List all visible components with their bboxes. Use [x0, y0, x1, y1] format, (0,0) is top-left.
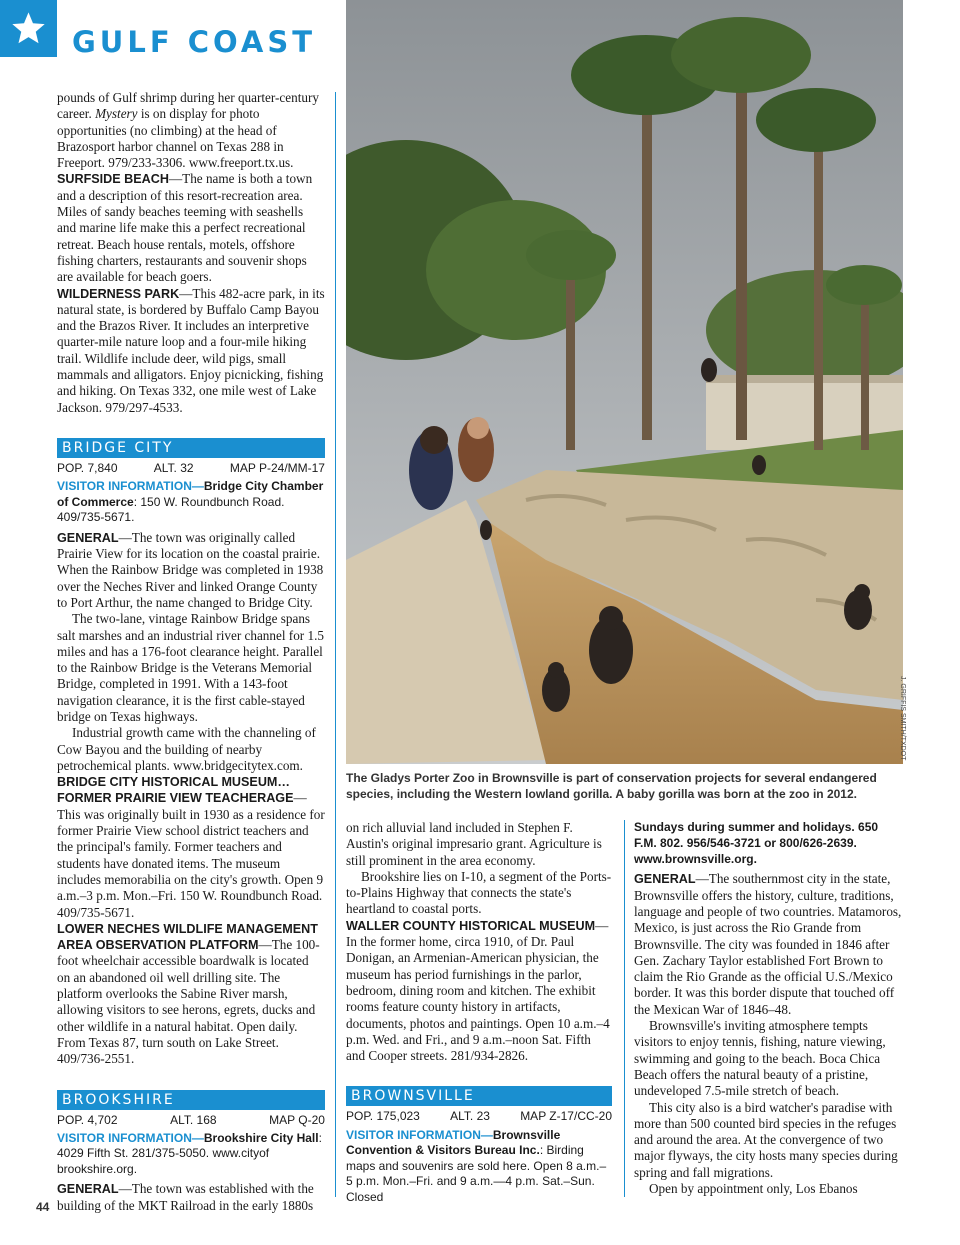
entry-heading: GENERAL	[634, 872, 696, 887]
waller-museum-entry: WALLER COUNTY HISTORICAL MUSEUM—In the former home, circa 1910, of Dr. Paul Donigan, an Armenian-American physician, the museum has period furnishings in the parlor, bedroom, dining room and kitchen. The exhibit rooms feature county history in artifacts, documents, photos and paintings. Open 10 a.m.–4 p.m. Wed. and Fri., and 9 a.m.–noon Sat. Fifth and Cooper streets. 281/934-2826.	[346, 917, 610, 1064]
entry-heading: SURFSIDE BEACH	[57, 172, 169, 187]
section-title: GULF COAST	[72, 25, 317, 59]
map-reference: MAP P-24/MM-17	[229, 460, 325, 475]
intro-paragraph: pounds of Gulf shrimp during her quarter-century career. Mystery is on display for photo opportunities (no climbing) at the head of Brazosport harbor channel on Texas 288 in Freeport. 979/233-3306. www.freeport.tx.us.	[57, 90, 319, 171]
city-stats	[346, 1108, 612, 1124]
body-paragraph: on rich alluvial land included in Stephen F. Austin's original impresario grant. Agriculture is still prominent in the area economy.	[346, 820, 602, 868]
map-reference: MAP Q-20	[269, 1112, 325, 1127]
surfside-beach-entry: SURFSIDE BEACH—The name is both a town and a description of this resort-recreation area. Miles of sandy beaches teeming with seashells and marine life make this a perfect recreational retreat. Beach house rentals, motels, offshore fishing charters, restaurants and souvenir shops are available for beach goers.	[57, 171, 313, 285]
zoo-gorilla-photo	[346, 0, 903, 764]
section-star-badge	[0, 0, 57, 57]
city-stats	[57, 1112, 325, 1128]
photo-credit: J. GRIFFIS SMITH/TXDOT	[899, 676, 906, 761]
general-entry: GENERAL—The southernmost city in the state, Brownsville offers the history, culture, traditions, language and people of two countries. Matamoros, Mexico, is just across the Rio Grande from Brownsville. The city was founded in 1846 after Gen. Zachary Taylor established Fort Brown to claim the Rio Grande as the official U.S./Mexico border. It was this border dispute that touched off the Mexican War of 1846–48.	[634, 871, 902, 1017]
body-paragraph: This city also is a bird watcher's paradise with more than 500 counted bird species in the refuges and around the area. At the convergence of two major flyways, the city hosts many species during spring and fall migrations.	[634, 1099, 898, 1180]
column-rule-right	[624, 820, 625, 1197]
page-number: 44	[36, 1200, 50, 1214]
population: POP. 4,702	[57, 1112, 118, 1127]
visitor-information: VISITOR INFORMATION—Brookshire City Hall: 4029 Fifth St. 281/375-5050. www.cityof brookshire.org.	[57, 1130, 322, 1176]
column-rule-left	[335, 92, 336, 1197]
city-heading-bridge-city: BRIDGE CITY	[57, 438, 325, 458]
photo-illustration	[346, 0, 903, 764]
entry-heading: GENERAL	[57, 530, 119, 545]
column-3	[634, 820, 902, 1197]
city-heading-brookshire: BROOKSHIRE	[57, 1090, 325, 1110]
entry-heading: LOWER NECHES WILDLIFE MANAGEMENT AREA OBSERVATION PLATFORM	[57, 921, 318, 953]
entry-heading: BRIDGE CITY HISTORICAL MUSEUM…FORMER PRAIRIE VIEW TEACHERAGE	[57, 775, 294, 806]
altitude: ALT. 32	[153, 460, 194, 475]
wildlife-area-entry: LOWER NECHES WILDLIFE MANAGEMENT AREA OBSERVATION PLATFORM—The 100-foot wheelchair accessible boardwalk is located on an abandoned oil well drilling site. The platform overlooks the Sabine River marsh, allowing visitors to see herons, egrets, ducks and other wildlife in a natural habitat. Open daily. From Texas 87, turn south on Lake Street. 409/736-2551.	[57, 921, 320, 1067]
photo-caption: The Gladys Porter Zoo in Brownsville is part of conservation projects for several endangered species, including the Western lowland gorilla. A baby gorilla was born at the zoo in 2012.	[346, 771, 877, 801]
entry-heading: WALLER COUNTY HISTORICAL MUSEUM	[346, 918, 596, 933]
body-paragraph: Brownsville's inviting atmosphere tempts visitors to enjoy tennis, fishing, nature viewing, swimming and going to the beach. Boca Chica Beach offers the natural beauty of a pristine, undeveloped 7.5-mile stretch of beach.	[634, 1018, 886, 1099]
altitude: ALT. 168	[170, 1112, 217, 1127]
wilderness-park-entry: WILDERNESS PARK—This 482-acre park, in its natural state, is bordered by Buffalo Camp Bayou and the Brazos River. It includes an interpretive quarter-mile nature loop and a four-mile hiking trail. Wildlife include deer, wild pigs, small mammals and alligators. Enjoy picnicking, fishing and hiking. On Texas 332, one mile west of Lake Jackson. 979/297-4533.	[57, 285, 325, 415]
general-entry: GENERAL—The town was established with the building of the MKT Railroad in the early 1880s	[57, 1181, 314, 1213]
body-paragraph: Brookshire lies on I-10, a segment of the Ports-to-Plains Highway that connects the state's heartland to coastal ports.	[346, 868, 612, 917]
star-icon	[10, 10, 47, 47]
general-entry: GENERAL—The town was originally called Prairie View for its location on the coastal prairie. When the Rainbow Bridge was completed in 1938 over the Neches River and linked Orange County to Port Arthur, the name changed to Bridge City.	[57, 529, 324, 610]
entry-heading: WILDERNESS PARK	[57, 286, 180, 301]
museum-entry: BRIDGE CITY HISTORICAL MUSEUM…FORMER PRAIRIE VIEW TEACHERAGE—This was originally built in 1930 as a residence for former Prairie View school district teachers and the principal's family. Former teachers and students have donated items. The museum includes memorabilia on the city's growth. Open 9 a.m.–3 p.m. Mon.–Fri. 150 W. Roundbunch Road. 409/735-5671.	[57, 775, 325, 920]
map-reference: MAP Z-17/CC-20	[520, 1109, 612, 1124]
entry-heading: GENERAL	[57, 1182, 119, 1197]
city-stats	[57, 460, 325, 476]
body-paragraph: Open by appointment only, Los Ebanos	[649, 1181, 858, 1197]
city-heading-brownsville: BROWNSVILLE	[346, 1086, 612, 1106]
visitor-information-continued: Sundays during summer and holidays. 650 F.M. 802. 956/546-3721 or 800/626-2639. www.brownsville.org.	[634, 820, 879, 866]
body-paragraph: Industrial growth came with the channeling of Cow Bayou and the building of nearby petrochemical plants. www.bridgecitytex.com.	[57, 725, 316, 773]
visitor-information: VISITOR INFORMATION—Brownsville Convention & Visitors Bureau Inc.: Birding maps and souvenirs are sold here. Open 8 a.m.–5 p.m. Mon.–Fri. and 9 a.m.—4 p.m. Sat.–Sun. Closed	[346, 1127, 607, 1204]
column-2	[346, 820, 612, 1209]
population: POP. 7,840	[57, 460, 118, 475]
column-1	[57, 90, 325, 1214]
body-paragraph: The two-lane, vintage Rainbow Bridge spans salt marshes and an industrial river channel for 1.5 miles and has a 176-foot clearance height. Parallel to the Rainbow Bridge is the Veterans Memorial Bridge, completed in 1991. With a 143-foot navigation clearance, it is the first cable-stayed bridge on Texas highways.	[57, 611, 324, 724]
visitor-information: VISITOR INFORMATION—Bridge City Chamber of Commerce: 150 W. Roundbunch Road. 409/735-5671.	[57, 479, 324, 525]
population: POP. 175,023	[346, 1109, 420, 1124]
altitude: ALT. 23	[450, 1109, 490, 1124]
